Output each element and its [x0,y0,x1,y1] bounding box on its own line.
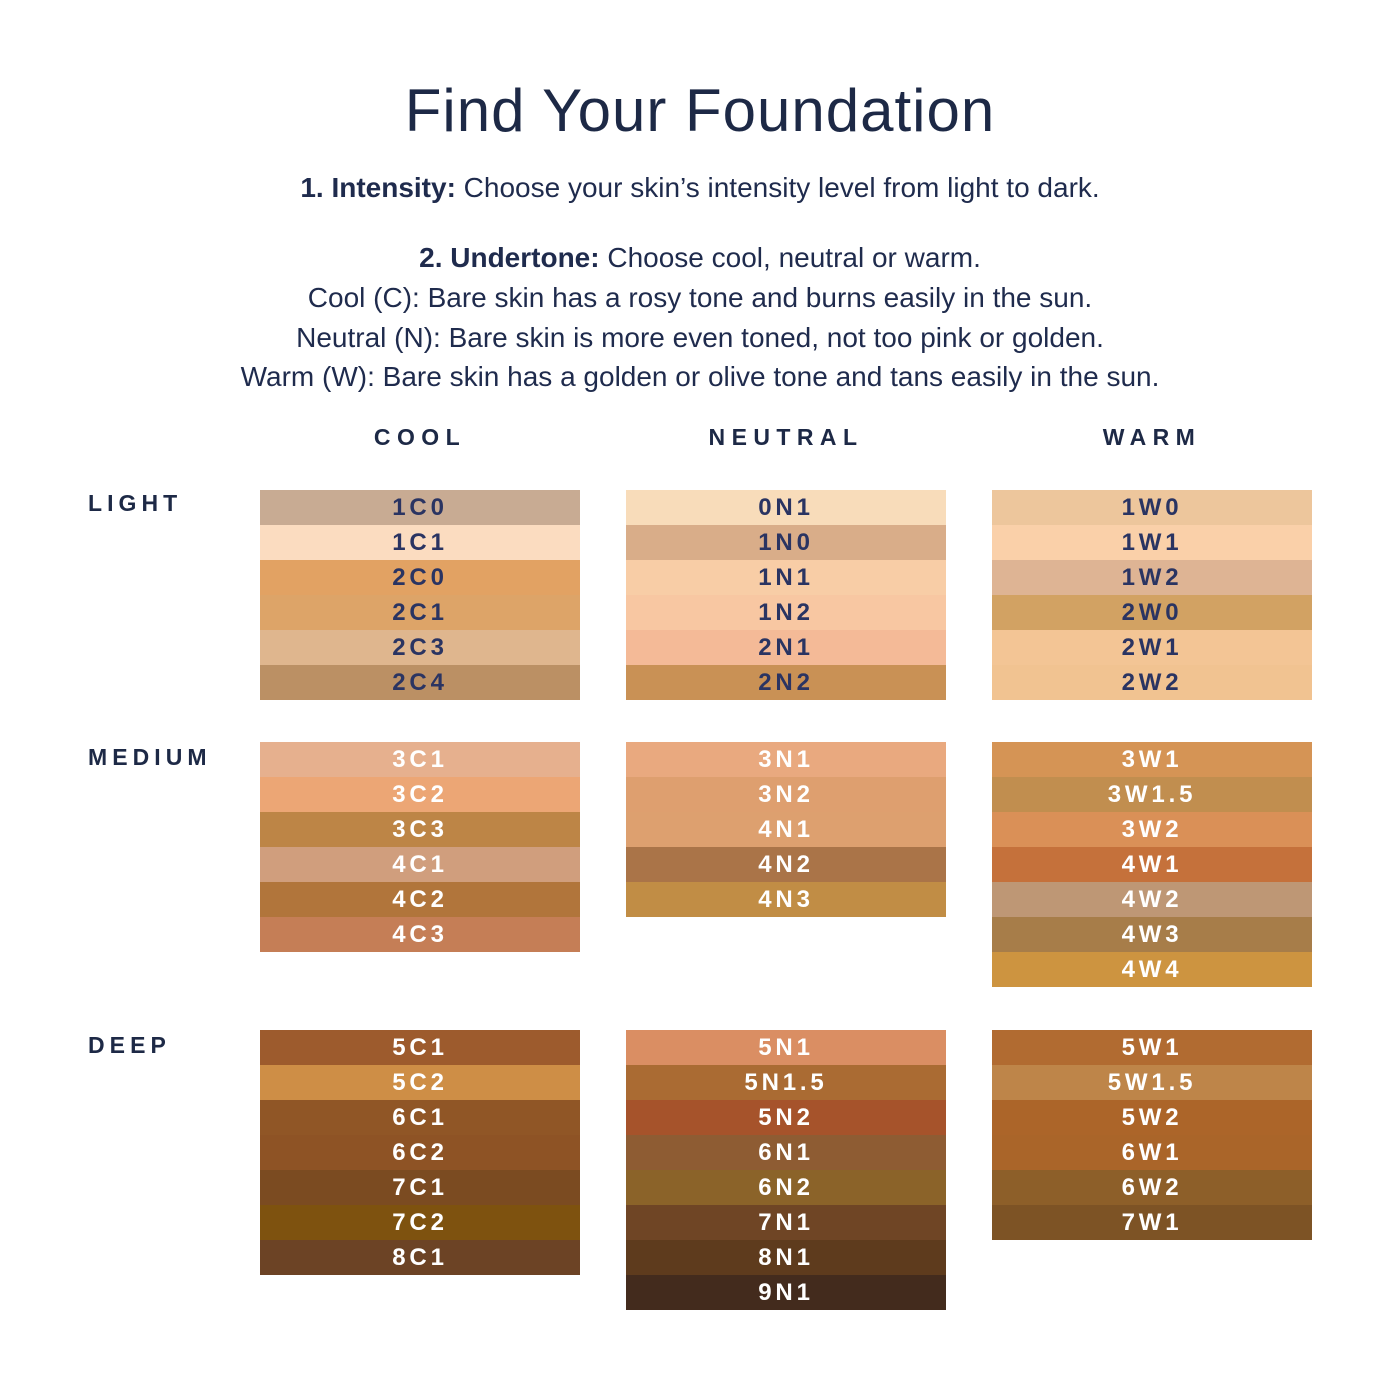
swatch-stack-light-warm [992,490,1312,700]
step-intensity-label: 1. Intensity: [300,172,456,203]
shade-swatch-4w4 [992,952,1312,987]
note-neutral: Neutral (N): Bare skin is more even toned, not too pink or golden. [296,322,1104,353]
shade-swatch-5w1-5 [992,1065,1312,1100]
shade-code: 1C0 [392,493,448,521]
shade-code: 6W1 [1121,1138,1183,1166]
shade-code: 4C2 [392,885,448,913]
shade-code: 2N2 [758,668,814,696]
shade-code: 0N1 [758,493,814,521]
swatch-stack-light-neutral [626,490,946,700]
shade-swatch-7w1 [992,1205,1312,1240]
shade-swatch-6n1 [626,1135,946,1170]
shade-swatch-1n0 [626,525,946,560]
row-label-light: LIGHT [88,490,183,516]
step-undertone [0,242,1400,274]
shade-code: 5N1.5 [744,1068,828,1096]
shade-swatch-3c1 [260,742,580,777]
shade-swatch-4c1 [260,847,580,882]
shade-code: 2W2 [1121,668,1183,696]
shade-code: 5W1 [1121,1033,1183,1061]
shade-swatch-2c0 [260,560,580,595]
shade-swatch-4w3 [992,917,1312,952]
shade-code: 8C1 [392,1243,448,1271]
row-label-deep: DEEP [88,1032,171,1058]
shade-swatch-3n2 [626,777,946,812]
note-cool: Cool (C): Bare skin has a rosy tone and burns easily in the sun. [307,282,1093,313]
shade-swatch-2w0 [992,595,1312,630]
column-header-cool: COOL [373,424,467,450]
shade-code: 9N1 [758,1278,814,1306]
shade-swatch-9n1 [626,1275,946,1310]
shade-swatch-4c3 [260,917,580,952]
shade-code: 2N1 [758,633,814,661]
swatch-stack-light-cool [260,490,580,700]
shade-code: 6N1 [758,1138,814,1166]
column-header-neutral: NEUTRAL [708,424,864,450]
shade-swatch-6n2 [626,1170,946,1205]
shade-swatch-2n2 [626,665,946,700]
shade-code: 8N1 [758,1243,814,1271]
shade-code: 3W1.5 [1107,780,1197,808]
shade-code: 4W2 [1121,885,1183,913]
shade-swatch-8c1 [260,1240,580,1275]
shade-swatch-4n1 [626,812,946,847]
shade-code: 3W1 [1121,745,1183,773]
shade-code: 1C1 [392,528,448,556]
page-title: Find Your Foundation [404,77,996,144]
shade-swatch-4c2 [260,882,580,917]
shade-code: 5W2 [1121,1103,1183,1131]
shade-swatch-4w1 [992,847,1312,882]
shade-swatch-4n2 [626,847,946,882]
shade-swatch-3n1 [626,742,946,777]
shade-code: 2C0 [392,563,448,591]
shade-code: 1N0 [758,528,814,556]
shade-swatch-1w2 [992,560,1312,595]
shade-code: 4W1 [1121,850,1183,878]
shade-swatch-5n2 [626,1100,946,1135]
shade-swatch-2c4 [260,665,580,700]
shade-swatch-7n1 [626,1205,946,1240]
shade-swatch-2c1 [260,595,580,630]
shade-swatch-4w2 [992,882,1312,917]
shade-swatch-6w2 [992,1170,1312,1205]
row-label-medium: MEDIUM [88,744,212,770]
shade-code: 5C2 [392,1068,448,1096]
swatch-stack-deep-cool [260,1030,580,1275]
shade-code: 2C4 [392,668,448,696]
shade-code: 5N1 [758,1033,814,1061]
shade-code: 7C2 [392,1208,448,1236]
shade-swatch-1c1 [260,525,580,560]
shade-swatch-6c2 [260,1135,580,1170]
shade-swatch-3w1-5 [992,777,1312,812]
swatch-stack-deep-warm [992,1030,1312,1240]
shade-code: 3C1 [392,745,448,773]
shade-swatch-1n2 [626,595,946,630]
shade-code: 5C1 [392,1033,448,1061]
shade-swatch-8n1 [626,1240,946,1275]
shade-swatch-6c1 [260,1100,580,1135]
shade-code: 3C3 [392,815,448,843]
note-warm: Warm (W): Bare skin has a golden or olive tone and tans easily in the sun. [240,361,1160,392]
shade-code: 1N2 [758,598,814,626]
shade-swatch-3c2 [260,777,580,812]
step-undertone-label: 2. Undertone: [419,242,600,273]
shade-code: 2C1 [392,598,448,626]
swatch-stack-medium-neutral [626,742,946,917]
shade-code: 3W2 [1121,815,1183,843]
shade-swatch-5n1 [626,1030,946,1065]
shade-code: 1W0 [1121,493,1183,521]
step-intensity-text: Choose your skin’s intensity level from light to dark. [455,172,1100,203]
shade-code: 4N3 [758,885,814,913]
shade-swatch-1w1 [992,525,1312,560]
shade-swatch-6w1 [992,1135,1312,1170]
shade-swatch-3w1 [992,742,1312,777]
shade-code: 4C3 [392,920,448,948]
shade-swatch-2n1 [626,630,946,665]
shade-code: 5N2 [758,1103,814,1131]
shade-swatch-5c2 [260,1065,580,1100]
shade-code: 4C1 [392,850,448,878]
shade-code: 3C2 [392,780,448,808]
shade-code: 1W2 [1121,563,1183,591]
shade-swatch-5c1 [260,1030,580,1065]
shade-swatch-1c0 [260,490,580,525]
swatch-stack-medium-warm [992,742,1312,987]
shade-code: 4N1 [758,815,814,843]
shade-swatch-1n1 [626,560,946,595]
shade-swatch-7c1 [260,1170,580,1205]
shade-code: 6N2 [758,1173,814,1201]
shade-swatch-3c3 [260,812,580,847]
shade-swatch-5w2 [992,1100,1312,1135]
swatch-stack-deep-neutral [626,1030,946,1310]
shade-swatch-1w0 [992,490,1312,525]
step-intensity [0,172,1400,204]
swatch-stack-medium-cool [260,742,580,952]
shade-code: 1W1 [1121,528,1183,556]
shade-code: 4W3 [1121,920,1183,948]
shade-swatch-2w1 [992,630,1312,665]
shade-swatch-3w2 [992,812,1312,847]
shade-code: 3N2 [758,780,814,808]
shade-code: 4N2 [758,850,814,878]
shade-swatch-2w2 [992,665,1312,700]
shade-code: 3N1 [758,745,814,773]
shade-code: 7W1 [1121,1208,1183,1236]
shade-code: 4W4 [1121,955,1183,983]
shade-swatch-4n3 [626,882,946,917]
shade-swatch-7c2 [260,1205,580,1240]
shade-code: 2C3 [392,633,448,661]
shade-swatch-5w1 [992,1030,1312,1065]
shade-code: 6C1 [392,1103,448,1131]
shade-swatch-2c3 [260,630,580,665]
step-undertone-text: Choose cool, neutral or warm. [599,242,981,273]
shade-code: 7C1 [392,1173,448,1201]
shade-swatch-5n1-5 [626,1065,946,1100]
shade-code: 1N1 [758,563,814,591]
shade-code: 6C2 [392,1138,448,1166]
column-header-warm: WARM [1102,424,1202,450]
shade-code: 7N1 [758,1208,814,1236]
shade-code: 2W1 [1121,633,1183,661]
shade-code: 6W2 [1121,1173,1183,1201]
shade-swatch-0n1 [626,490,946,525]
shade-code: 2W0 [1121,598,1183,626]
shade-code: 5W1.5 [1107,1068,1197,1096]
